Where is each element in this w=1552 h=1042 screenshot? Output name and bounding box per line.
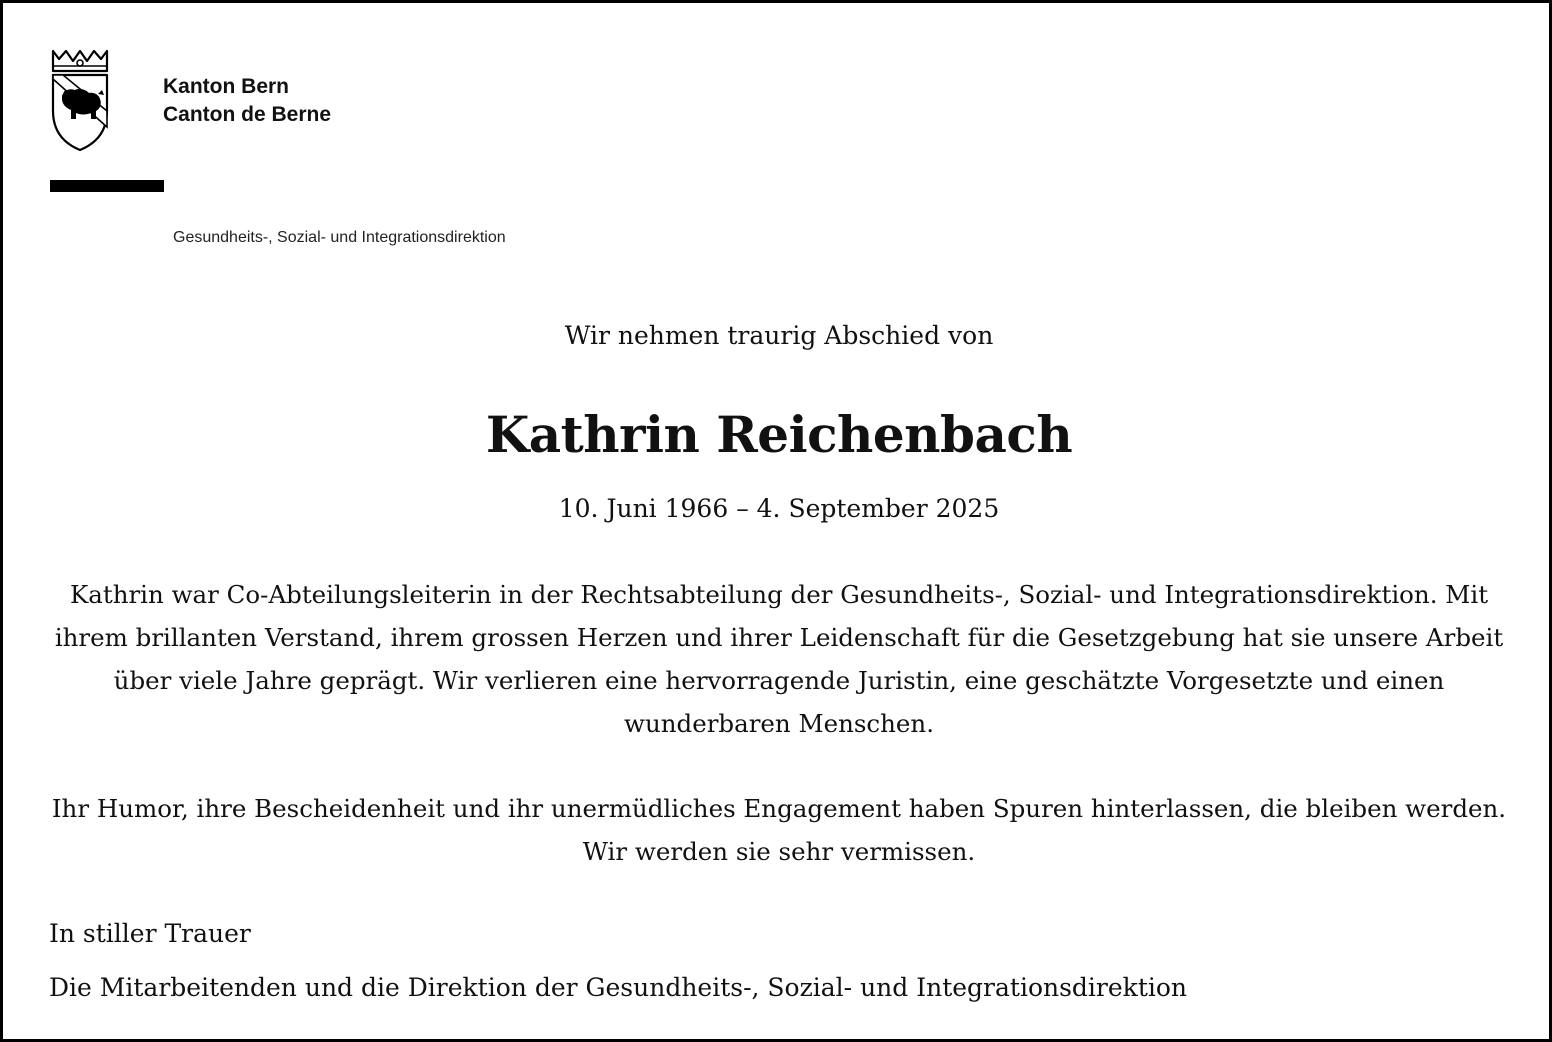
- tribute-paragraph-2: Ihr Humor, ihre Bescheidenheit und ihr unermüdliches Engagement haben Spuren hinterlassen, die bleiben werden. Wir werden sie sehr vermissen.: [51, 794, 1507, 866]
- canton-name-de: Kanton Bern: [163, 75, 289, 98]
- signature-line: Die Mitarbeitenden und die Direktion der Gesundheits-, Sozial- und Integrationsdirektion: [49, 973, 1188, 1002]
- tribute-paragraph-1: Kathrin war Co-Abteilungsleiterin in der Rechtsabteilung der Gesundheits-, Sozial- und Integrationsdirektion. Mit ihrem brillanten Verstand, ihrem grossen Herzen und ihrer Leidenschaft für die Gesetzgebung hat sie unsere Arbeit über viele Jahre geprägt. Wir verlieren eine hervorragende Juristin, eine geschätzte Vorgesetzte und einen wunderbaren Menschen.: [54, 580, 1504, 738]
- bern-coat-of-arms-icon: [49, 49, 111, 153]
- header-divider-bar: [50, 180, 164, 192]
- mourning-line: In stiller Trauer: [49, 919, 251, 948]
- intro-line: Wir nehmen traurig Abschied von: [564, 321, 994, 350]
- life-dates: 10. Juni 1966 – 4. September 2025: [558, 494, 1000, 523]
- directorate-name: Gesundheits-, Sozial- und Integrationsdirektion: [173, 229, 506, 246]
- deceased-name: Kathrin Reichenbach: [485, 405, 1073, 464]
- canton-name-fr: Canton de Berne: [163, 103, 332, 126]
- canton-names: [163, 73, 331, 129]
